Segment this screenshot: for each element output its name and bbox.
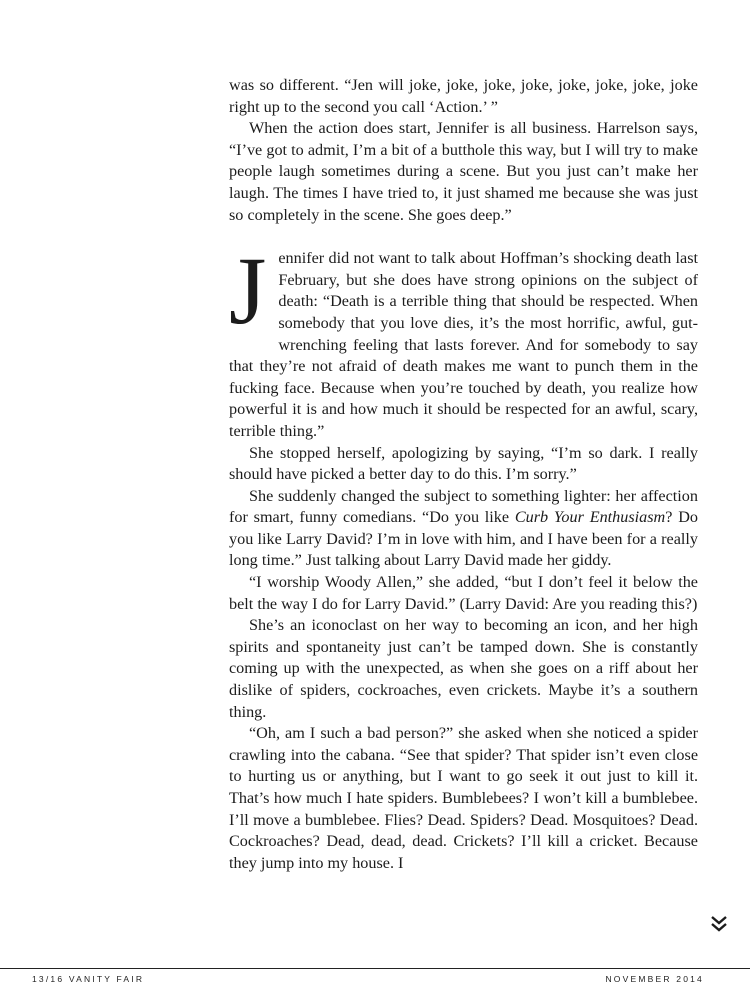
article-body (229, 75, 698, 874)
paragraph: She stopped herself, apologizing by saying, “I’m so dark. I really should have picked a better day to do this. I’m sorry.” (229, 443, 698, 484)
double-chevron-down-icon[interactable] (708, 913, 730, 935)
paragraph: She’s an iconoclast on her way to becoming an icon, and her high spirits and spontaneity just can’t be tamped down. She is constantly coming up with the unexpected, as when she goes on a riff about her dislike of spiders, cockroaches, even crickets. Maybe it’s a southern thing. (229, 616, 698, 721)
paragraph-text: ? Do you like Larry David? I’m in love with him, and I have been for a really long time.” Just talking about Larry David made her giddy. (229, 508, 698, 570)
paragraph: “I worship Woody Allen,” she added, “but I don’t feel it below the belt the way I do for Larry David.” (Larry David: Are you reading this?) (229, 573, 698, 613)
paragraph: was so different. “Jen will joke, joke, joke, joke, joke, joke, joke, joke right up to the second you call ‘Action.’ ” (229, 76, 698, 116)
show-title: Curb Your Enthusiasm (514, 508, 666, 527)
paragraph-text: ennifer did not want to talk about Hoffman’s shocking death last February, but she does have strong opinions on the subject of death: “Death is a terrible thing that should be respected. When somebody that you love dies, it’s the most horrific, awful, gut-wrenching feeling that lasts forever. And for somebody to say that they’re not afraid of death makes me want to punch them in the fucking face. Because when you’re touched by death, you realize how powerful it is and how much it should be respected for an awful, scary, terrible thing.” (229, 249, 698, 440)
footer-issue-date: NOVEMBER 2014 (605, 974, 704, 984)
paragraph (229, 237, 698, 442)
drop-cap: J (229, 237, 267, 345)
footer-page-info: 13/16 VANITY FAIR (32, 974, 145, 984)
paragraph-text: She suddenly changed the subject to something lighter: her affection for smart, funny comedians. “Do you like (229, 486, 698, 527)
footer-divider (0, 968, 750, 969)
paragraph: When the action does start, Jennifer is all business. Harrelson says, “I’ve got to admit, I’m a bit of a butthole this way, but I will try to make people laugh sometimes during a scene. But you just can’t make her laugh. The times I have tried to, it just shamed me because she was just so completely in the scene. She goes deep.” (229, 119, 698, 224)
paragraph (229, 486, 698, 572)
paragraph: “Oh, am I such a bad person?” she asked when she noticed a spider crawling into the cabana. “See that spider? That spider isn’t even close to hurting us or anything, but I want to go seek it out just to kill it. That’s how much I hate spiders. Bumblebees? I won’t kill a bumblebee. I’ll move a bumblebee. Flies? Dead. Spiders? Dead. Mosquitoes? Dead. Cockroaches? Dead, dead, dead. Crickets? I’ll kill a cricket. Because they jump into my house. I (229, 724, 698, 872)
